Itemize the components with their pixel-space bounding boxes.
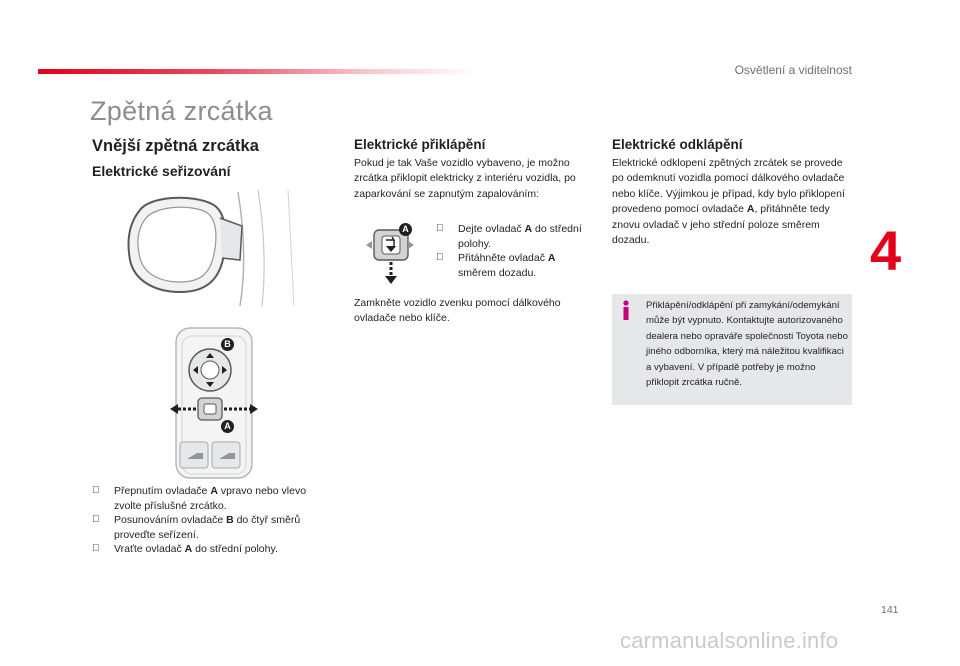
info-icon bbox=[619, 300, 633, 320]
heading-electric-fold: Elektrické přiklápění bbox=[354, 137, 486, 152]
unfold-text: Elektrické odklopení zpětných zrcátek se provede po odemknutí vozidla pomocí dálkového ovladače nebo klíče. Výjimkou je případ, kdy bylo přiklopení provedeno pomocí ovladače A, přitáhněte tedy znovu ovladač v jeho střední poloze směrem dozadu. bbox=[612, 157, 845, 247]
fold-instructions bbox=[436, 222, 596, 280]
list-item: Posunováním ovladače B do čtyř směrů proveďte seřízení. bbox=[92, 513, 332, 542]
chapter-number: 4 bbox=[870, 219, 902, 282]
checkbox-bullet-icon bbox=[92, 542, 100, 557]
section-title: Osvětlení a viditelnost bbox=[734, 63, 852, 77]
heading-outer-mirrors: Vnější zpětná zrcátka bbox=[92, 137, 259, 155]
label-a-badge: A bbox=[221, 420, 234, 433]
page-number: 141 bbox=[881, 604, 899, 616]
checkbox-bullet-icon bbox=[92, 513, 100, 528]
watermark: carmanualsonline.info bbox=[620, 628, 839, 653]
control-panel-illustration bbox=[162, 322, 266, 482]
adjust-instructions bbox=[92, 484, 332, 557]
label-b-badge: B bbox=[221, 338, 234, 351]
heading-electric-unfold: Elektrické odklápění bbox=[612, 137, 743, 152]
checkbox-bullet-icon bbox=[92, 484, 100, 499]
list-item: Přepnutím ovladače A vpravo nebo vlevo zvolte příslušné zrcátko. bbox=[92, 484, 332, 513]
heading-electric-adjust: Elektrické seřizování bbox=[92, 163, 231, 179]
label-a-badge: A bbox=[399, 223, 412, 236]
fold-intro-text: Pokud je tak Vaše vozidlo vybaveno, je možno zrcátka přiklopit elektricky z interiéru vozidla, po zaparkování se zapnutým zapalováním: bbox=[354, 157, 576, 200]
lock-note-text: Zamkněte vozidlo zvenku pomocí dálkového ovladače nebo klíče. bbox=[354, 297, 561, 325]
list-item: Dejte ovladač A do střední polohy. bbox=[436, 222, 596, 251]
page-title: Zpětná zrcátka bbox=[90, 96, 273, 126]
list-item: Vraťte ovladač A do střední polohy. bbox=[92, 542, 332, 557]
list-item: Přitáhněte ovladač A směrem dozadu. bbox=[436, 251, 596, 280]
checkbox-bullet-icon bbox=[436, 222, 444, 237]
header-accent-bar bbox=[38, 69, 478, 74]
info-text: Přiklápění/odklápění při zamykání/odemykání může být vypnuto. Kontaktujte autorizovaného dealera nebo opraváře společnosti Toyota nebo jiného odborníka, který má náležitou kvalifikaci a vybavení. V případě potřeby je možno přiklopit zrcátka ručně. bbox=[646, 300, 848, 389]
checkbox-bullet-icon bbox=[436, 251, 444, 266]
mirror-illustration bbox=[120, 188, 300, 306]
